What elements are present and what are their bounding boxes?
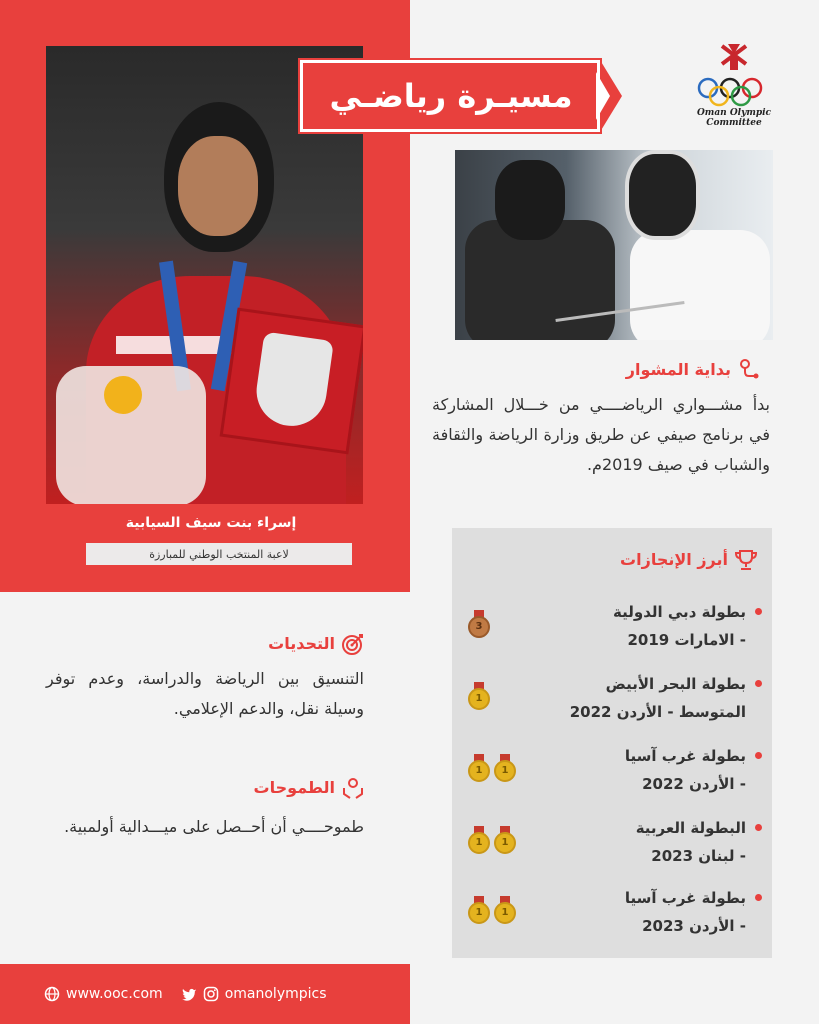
achievement-line1: بطولة البحر الأبيض: [605, 675, 746, 693]
medal-group: [468, 610, 490, 638]
challenges-heading-text: التحديات: [268, 633, 335, 653]
athlete-role: لاعبة المنتخب الوطني للمبارزة: [86, 543, 352, 565]
hands-gear-icon: [343, 776, 365, 798]
achievement-line1: البطولة العربية: [635, 819, 746, 837]
achievement-line2: - الامارات 2019: [627, 631, 746, 649]
medal-group: [468, 896, 516, 924]
photo-rose: [104, 376, 142, 414]
achievement-item: [452, 670, 772, 734]
website-text: www.ooc.com: [66, 986, 163, 1002]
achievement-line2: - الأردن 2022: [642, 775, 746, 793]
challenges-heading: [268, 632, 365, 654]
achievement-text: [526, 814, 746, 870]
fencer-right-body: [630, 230, 770, 340]
bullet-icon: [755, 752, 762, 759]
achievement-item: [452, 598, 772, 662]
trophy-icon: [736, 548, 758, 570]
achievement-item: [452, 742, 772, 806]
achievement-text: [526, 670, 746, 726]
olympic-rings-icon: [684, 42, 784, 108]
achievement-line1: بطولة غرب آسيا: [624, 889, 746, 907]
gold-medal-icon: 1: [494, 896, 516, 924]
fencer-left-mask: [495, 160, 565, 240]
achievement-item: [452, 884, 772, 948]
achievement-text: [526, 742, 746, 798]
gold-medal-icon: 1: [494, 826, 516, 854]
athlete-name: إسراء بنت سيف السيابية: [60, 505, 362, 541]
olympic-committee-logo: [684, 42, 784, 132]
medal-group: [468, 682, 490, 710]
achievement-text: [526, 884, 746, 940]
footer: [0, 964, 410, 1024]
social-handle: omanolympics: [224, 986, 327, 1002]
achievement-line1: بطولة دبي الدولية: [613, 603, 746, 621]
achievement-line2: - الأردن 2023: [642, 917, 746, 935]
bullet-icon: [755, 894, 762, 901]
start-heading-text: بداية المشوار: [625, 359, 731, 379]
bronze-medal-icon: 3: [468, 610, 490, 638]
twitter-icon: [181, 986, 197, 1002]
achievement-line2: المتوسط - الأردن 2022: [569, 703, 746, 721]
gold-medal-icon: 1: [468, 826, 490, 854]
website-link[interactable]: [44, 986, 163, 1002]
logo-caption: Oman Olympic Committee: [696, 108, 772, 128]
bullet-icon: [755, 824, 762, 831]
achievements-heading-text: أبرز الإنجازات: [620, 549, 728, 569]
fencing-photo: [455, 150, 773, 340]
instagram-icon: [203, 986, 219, 1002]
route-icon: [739, 358, 761, 380]
achievements-heading: [620, 548, 758, 570]
target-icon: [343, 632, 365, 654]
social-link[interactable]: [181, 986, 327, 1002]
achievement-line2: - لبنان 2023: [651, 847, 746, 865]
bullet-icon: [755, 608, 762, 615]
start-heading: [626, 358, 761, 380]
ambitions-heading: [254, 776, 365, 798]
ambitions-heading-text: الطموحات: [253, 777, 335, 797]
title-banner: [300, 60, 620, 132]
ambitions-text: طموحــــي أن أحــصل على ميـــدالية أولمبية.: [64, 817, 364, 836]
start-text: بدأ مشـــواري الرياضــــي من خـــلال المشاركة في برنامج صيفي عن طريق وزارة الرياضة والثقافة والشباب في صيف 2019م.: [432, 395, 770, 474]
title-arrow-inner: [596, 72, 610, 120]
gold-medal-icon: 1: [468, 754, 490, 782]
achievement-text: [526, 598, 746, 654]
globe-icon: [44, 986, 60, 1002]
medal-group: [468, 826, 516, 854]
gold-medal-icon: 1: [494, 754, 516, 782]
achievement-item: [452, 814, 772, 878]
gold-medal-icon: 1: [468, 682, 490, 710]
fencer-right-mask: [625, 150, 700, 240]
challenges-text: التنسيق بين الرياضة والدراسة، وعدم توفر وسيلة نقل، والدعم الإعلامي.: [46, 669, 364, 718]
bullet-icon: [755, 680, 762, 687]
medal-group: [468, 754, 516, 782]
achievement-line1: بطولة غرب آسيا: [624, 747, 746, 765]
page-title: مسيـرة رياضـي: [329, 77, 573, 115]
achievements-panel: [452, 528, 772, 958]
photo-face: [178, 136, 258, 236]
gold-medal-icon: 1: [468, 896, 490, 924]
